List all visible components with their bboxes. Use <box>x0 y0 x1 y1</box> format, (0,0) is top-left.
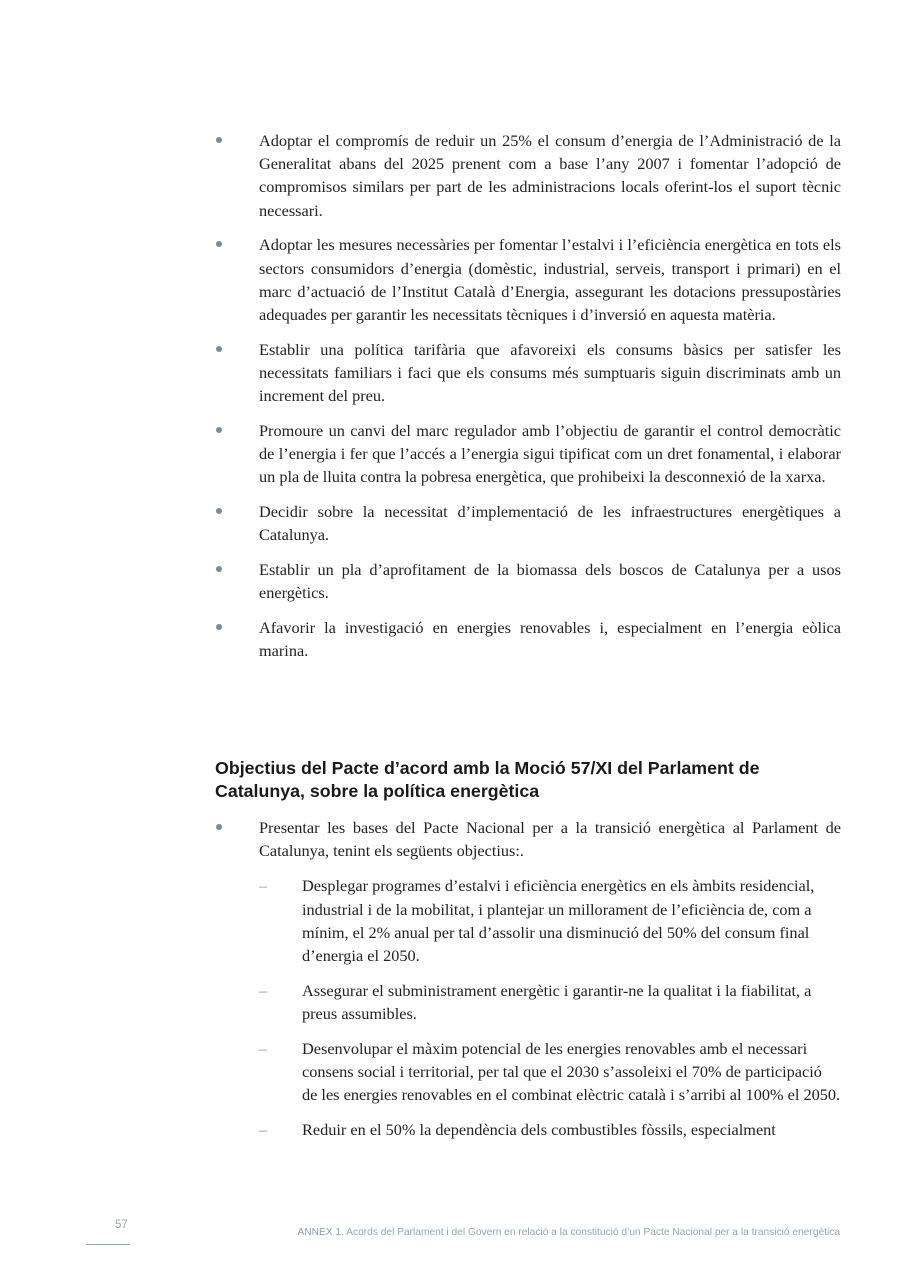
list-item-text: Establir una política tarifària que afavoreixi els consums bàsics per satisfer les necessitats familiars i faci que els consums més sumptuaris siguin discriminats amb un increment del preu. <box>259 339 841 406</box>
energy-measures-list <box>215 129 841 674</box>
sublist-item <box>259 979 841 1025</box>
sublist-item-text: Reduir en el 50% la dependència dels combustibles fòssils, especialment <box>302 1120 776 1140</box>
bullet-icon <box>216 241 222 247</box>
sublist-item <box>259 1037 841 1107</box>
dash-icon: – <box>259 1120 268 1140</box>
running-footer <box>297 1227 840 1238</box>
list-item <box>215 500 841 546</box>
list-item <box>215 816 841 1141</box>
list-item-text: Decidir sobre la necessitat d’implementació de les infraestructures energètiques a Catalunya. <box>259 502 841 545</box>
footer-annex-label: ANNEX 1. <box>297 1227 344 1238</box>
list-item-text: Presentar les bases del Pacte Nacional per a la transició energètica al Parlament de Catalunya, tenint els següents objectius:. <box>259 818 841 861</box>
dash-icon: – <box>259 1038 268 1058</box>
footer-text: Acords del Parlament i del Govern en relació a la constitució d’un Pacte Nacional per a la transició energètica <box>346 1227 840 1238</box>
pact-objectives-list <box>215 816 841 1153</box>
sublist-item <box>259 1118 841 1141</box>
bullet-icon <box>216 624 222 630</box>
dash-icon: – <box>259 980 268 1000</box>
list-item <box>215 419 841 489</box>
list-item-text: Adoptar les mesures necessàries per fomentar l’estalvi i l’eficiència energètica en tots els sectors consumidors d’energia (domèstic, industrial, serveis, transport i primari) en el marc d’actuació de l’Institut Català d’Energia, assegurant les dotacions pressupostàries adequades per garantir les necessitats tècniques i d’inversió en aquesta matèria. <box>259 235 841 325</box>
dash-icon: – <box>259 876 268 896</box>
bullet-icon <box>216 566 222 572</box>
objectives-sublist <box>259 874 841 1141</box>
sublist-item-text: Desplegar programes d’estalvi i eficiència energètics en els àmbits residencial, industrial i de la mobilitat, i plantejar un millorament de l’eficiència de, com a mínim, el 2% anual per tal d’assolir una disminució del 50% del consum final d’energia el 2050. <box>302 876 815 966</box>
bullet-icon <box>216 824 222 830</box>
sublist-item <box>259 874 841 967</box>
section-heading: Objectius del Pacte d’acord amb la Moció 57/XI del Parlament de Catalunya, sobre la política energètica <box>215 758 760 801</box>
list-item <box>215 558 841 604</box>
bullet-icon <box>216 427 222 433</box>
list-item-text: Adoptar el compromís de reduir un 25% el consum d’energia de l’Administració de la Generalitat abans del 2025 prenent com a base l’any 2007 i fomentar l’adopció de compromisos similars per part de les administracions locals oferint-los el suport tècnic necessari. <box>259 131 841 220</box>
list-item-text: Afavorir la investigació en energies renovables i, especialment en l’energia eòlica marina. <box>259 618 841 661</box>
page-number-divider <box>86 1244 130 1245</box>
bullet-icon <box>216 346 222 352</box>
sublist-item-text: Assegurar el subministrament energètic i garantir-ne la qualitat i la fiabilitat, a preus assumibles. <box>302 980 812 1024</box>
bullet-icon <box>216 508 222 514</box>
bullet-icon <box>216 137 222 143</box>
list-item <box>215 233 841 326</box>
list-item <box>215 129 841 222</box>
page-number: 57 <box>115 1219 128 1231</box>
list-item-text: Promoure un canvi del marc regulador amb l’objectiu de garantir el control democràtic de l’energia i fer que l’accés a l’energia sigui tipificat com un dret fonamental, i elaborar un pla de lluita contra la pobresa energètica, que prohibeixi la desconnexió de la xarxa. <box>259 421 841 487</box>
list-item-text: Establir un pla d’aprofitament de la biomassa dels boscos de Catalunya per a usos energètics. <box>259 560 841 603</box>
sublist-item-text: Desenvolupar el màxim potencial de les energies renovables amb el necessari consens social i territorial, per tal que el 2030 s’assoleixi el 70% de participació de les energies renovables en el combinat elèctric català i s’arribi al 100% el 2050. <box>302 1038 841 1105</box>
list-item <box>215 616 841 662</box>
list-item <box>215 338 841 408</box>
